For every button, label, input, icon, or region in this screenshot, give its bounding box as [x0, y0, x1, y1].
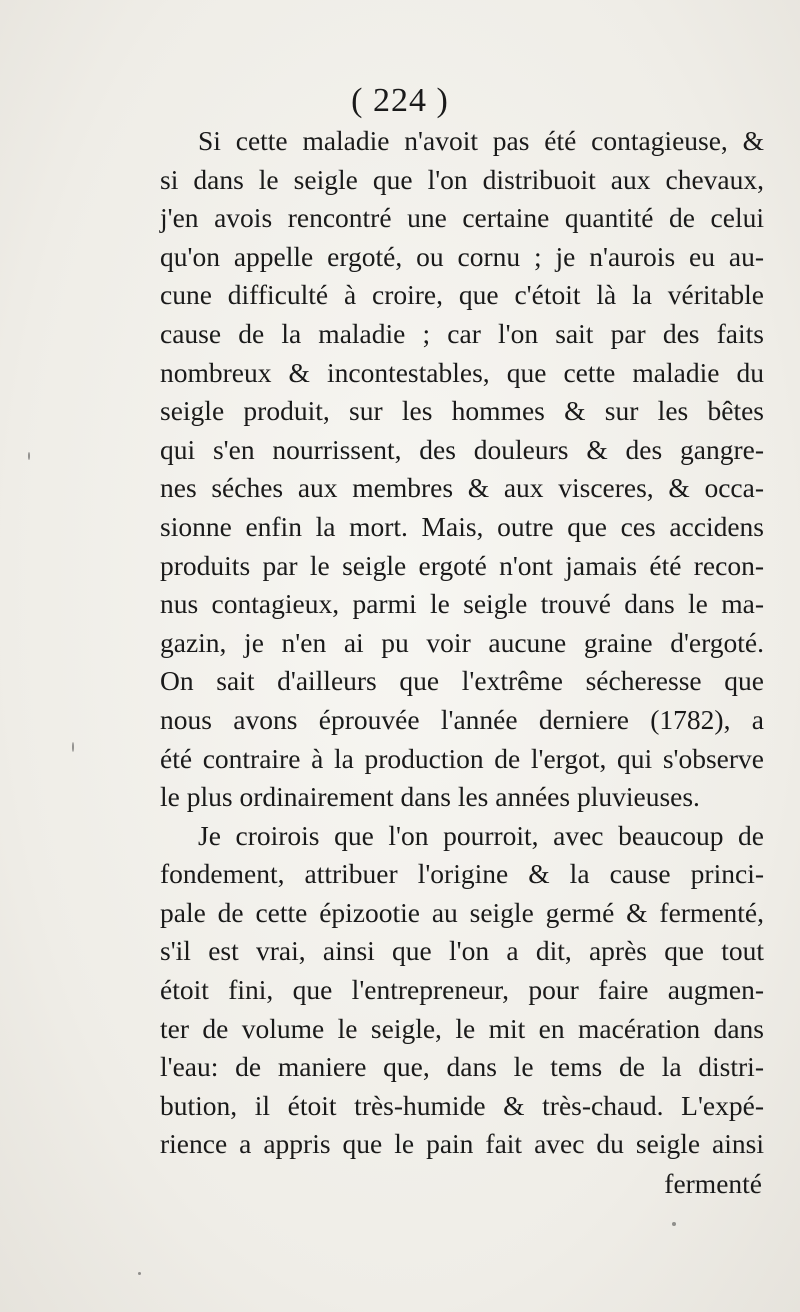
text-line: On sait d'ailleurs que l'extrême sécheresse que — [160, 665, 764, 697]
text-line: qui s'en nourrissent, des douleurs & des gangre- — [160, 433, 764, 465]
scan-speck — [28, 452, 30, 460]
text-line: étoit fini, que l'entrepreneur, pour faire augmen- — [160, 974, 764, 1006]
text-line: pale de cette épizootie au seigle germé & fermenté, — [160, 896, 764, 928]
catchword: fermenté — [664, 1168, 762, 1199]
page-number: ( 224 ) — [351, 82, 449, 119]
text-line: gazin, je n'en ai pu voir aucune graine d'ergoté. — [160, 626, 764, 658]
text-line: été contraire à la production de l'ergot, qui s'observe — [160, 742, 764, 774]
text-line: nombreux & incontestables, que cette maladie du — [160, 356, 764, 388]
text-line: cause de la maladie ; car l'on sait par des faits — [160, 317, 764, 349]
text-line: ter de volume le seigle, le mit en macération dans — [160, 1012, 764, 1044]
text-line: seigle produit, sur les hommes & sur les bêtes — [160, 395, 764, 427]
text-line: cune difficulté à croire, que c'étoit là la véritable — [160, 279, 764, 311]
text-line: si dans le seigle que l'on distribuoit aux chevaux, — [160, 163, 764, 195]
text-line: l'eau: de maniere que, dans le tems de la distri- — [160, 1051, 764, 1083]
text-line: Si cette maladie n'avoit pas été contagieuse, & — [198, 125, 764, 156]
scan-speck — [672, 1222, 676, 1226]
text-line: nus contagieux, parmi le seigle trouvé dans le ma- — [160, 588, 764, 620]
text-line: produits par le seigle ergoté n'ont jamais été recon- — [160, 549, 764, 581]
scan-speck — [138, 1272, 141, 1275]
text-line: rience a appris que le pain fait avec du seigle ainsi — [160, 1128, 764, 1160]
text-line: sionne enfin la mort. Mais, outre que ces accidens — [160, 510, 764, 542]
text-line: fondement, attribuer l'origine & la cause princi- — [160, 858, 764, 890]
text-line: s'il est vrai, ainsi que l'on a dit, après que tout — [160, 935, 764, 967]
text-line: qu'on appelle ergoté, ou cornu ; je n'aurois eu au- — [160, 240, 764, 272]
text-line: nes séches aux membres & aux visceres, & occa- — [160, 472, 764, 504]
text-line: bution, il étoit très-humide & très-chaud. L'expé- — [160, 1089, 764, 1121]
text-line: le plus ordinairement dans les années pluvieuses. — [160, 781, 700, 813]
text-line: j'en avois rencontré une certaine quantité de celui — [160, 202, 764, 234]
text-line: nous avons éprouvée l'année derniere (1782), a — [160, 703, 764, 735]
body-text — [160, 122, 764, 1164]
scan-speck — [72, 742, 74, 752]
text-line: Je croirois que l'on pourroit, avec beaucoup de — [198, 819, 764, 851]
